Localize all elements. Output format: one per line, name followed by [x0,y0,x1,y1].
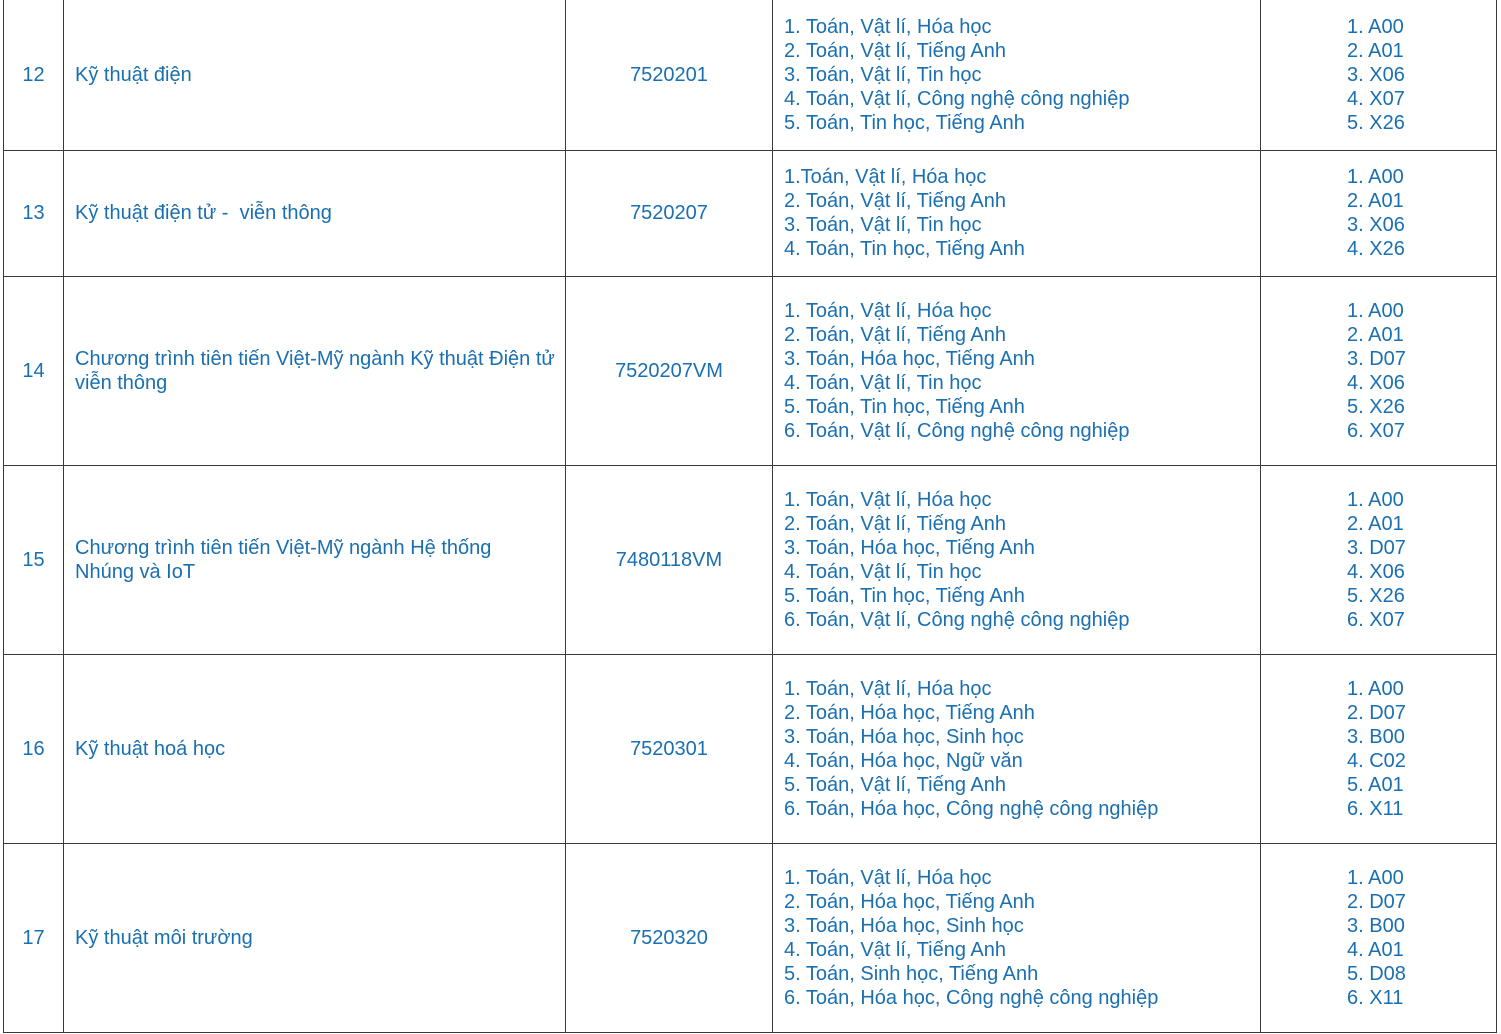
combination-line: 4. Toán, Vật lí, Tin học [784,560,982,583]
table-row [4,150,1497,276]
row-number: 17 [4,843,64,1032]
table-body [4,0,1497,1032]
combination-line: 1.Toán, Vật lí, Hóa học [784,166,987,188]
row-number: 16 [4,654,64,843]
combination-line: 4. Toán, Vật lí, Tiếng Anh [784,938,1007,961]
combination-line: 2. Toán, Vật lí, Tiếng Anh [784,323,1007,346]
combination-code: 4. X06 [1347,560,1405,583]
combination-line: 3. Toán, Hóa học, Tiếng Anh [784,347,1035,370]
combination-code: 3. X06 [1347,214,1405,236]
subject-combinations [773,276,1261,465]
combination-line: 1. Toán, Vật lí, Hóa học [784,866,992,889]
combination-line: 3. Toán, Hóa học, Sinh học [784,914,1024,937]
combination-code: 5. A01 [1347,773,1404,796]
row-number: 13 [4,150,64,276]
combination-code: 6. X11 [1347,797,1404,820]
combination-codes [1261,843,1497,1032]
combination-line: 4. Toán, Hóa học, Ngữ văn [784,749,1023,772]
combination-code: 1. A00 [1347,488,1404,511]
combination-code: 5. X26 [1347,111,1405,134]
combination-code: 3. X06 [1347,63,1405,86]
major-code: 7520320 [566,843,773,1032]
combination-line: 4. Toán, Vật lí, Công nghệ công nghiệp [784,87,1130,110]
combination-code: 4. A01 [1347,938,1404,961]
subject-combinations [773,150,1261,276]
combination-code: 4. X26 [1347,238,1405,260]
combination-code: 2. D07 [1347,701,1406,724]
combination-line: 5. Toán, Tin học, Tiếng Anh [784,584,1025,607]
combination-code: 1. A00 [1347,299,1404,322]
admission-majors-table [3,0,1497,1033]
combination-line: 6. Toán, Hóa học, Công nghệ công nghiệp [784,797,1159,820]
subject-combinations [773,465,1261,654]
combination-line: 1. Toán, Vật lí, Hóa học [784,299,992,322]
combination-codes [1261,150,1497,276]
table-row [4,0,1497,150]
combination-codes [1261,654,1497,843]
major-name: Kỹ thuật môi trường [64,843,566,1032]
combination-code: 5. X26 [1347,584,1405,607]
table-row [4,276,1497,465]
combination-code: 4. X07 [1347,87,1405,110]
table-row [4,843,1497,1032]
combination-code: 4. C02 [1347,749,1406,772]
combination-code: 2. D07 [1347,890,1406,913]
combination-code: 5. D08 [1347,962,1406,985]
combination-line: 4. Toán, Vật lí, Tin học [784,371,982,394]
combination-line: 3. Toán, Hóa học, Tiếng Anh [784,536,1035,559]
major-code: 7520207 [566,150,773,276]
combination-line: 5. Toán, Tin học, Tiếng Anh [784,395,1025,418]
combination-code: 2. A01 [1347,39,1404,62]
combination-code: 1. A00 [1347,866,1404,889]
combination-code: 3. B00 [1347,914,1405,937]
combination-code: 4. X06 [1347,371,1405,394]
combination-code: 2. A01 [1347,512,1404,535]
combination-codes [1261,276,1497,465]
combination-code: 1. A00 [1347,677,1404,700]
combination-line: 2. Toán, Vật lí, Tiếng Anh [784,190,1007,212]
row-number: 15 [4,465,64,654]
combination-code: 3. B00 [1347,725,1405,748]
combination-code: 6. X07 [1347,419,1405,442]
combination-line: 5. Toán, Vật lí, Tiếng Anh [784,773,1007,796]
row-number: 14 [4,276,64,465]
combination-line: 2. Toán, Hóa học, Tiếng Anh [784,890,1035,913]
combination-code: 6. X11 [1347,986,1404,1009]
combination-line: 2. Toán, Hóa học, Tiếng Anh [784,701,1035,724]
combination-line: 2. Toán, Vật lí, Tiếng Anh [784,39,1007,62]
combination-line: 3. Toán, Vật lí, Tin học [784,63,982,86]
major-name: Kỹ thuật điện tử - viễn thông [64,150,566,276]
combination-codes [1261,0,1497,150]
combination-line: 5. Toán, Tin học, Tiếng Anh [784,111,1025,134]
table-row [4,654,1497,843]
combination-line: 1. Toán, Vật lí, Hóa học [784,488,992,511]
table-row [4,465,1497,654]
combination-code: 2. A01 [1347,323,1404,346]
combination-line: 2. Toán, Vật lí, Tiếng Anh [784,512,1007,535]
combination-code: 1. A00 [1347,15,1404,38]
major-name: Chương trình tiên tiến Việt-Mỹ ngành Hệ thống Nhúng và IoT [64,465,566,654]
combination-code: 5. X26 [1347,395,1405,418]
combination-code: 3. D07 [1347,536,1406,559]
row-number: 12 [4,0,64,150]
combination-line: 3. Toán, Hóa học, Sinh học [784,725,1024,748]
combination-line: 1. Toán, Vật lí, Hóa học [784,15,992,38]
combination-line: 6. Toán, Hóa học, Công nghệ công nghiệp [784,986,1159,1009]
major-code: 7520201 [566,0,773,150]
major-code: 7520207VM [566,276,773,465]
subject-combinations [773,0,1261,150]
combination-line: 6. Toán, Vật lí, Công nghệ công nghiệp [784,419,1130,442]
major-code: 7520301 [566,654,773,843]
combination-code: 1. A00 [1347,166,1404,188]
combination-line: 1. Toán, Vật lí, Hóa học [784,677,992,700]
major-code: 7480118VM [566,465,773,654]
combination-line: 6. Toán, Vật lí, Công nghệ công nghiệp [784,608,1130,631]
combination-code: 3. D07 [1347,347,1406,370]
subject-combinations [773,654,1261,843]
combination-line: 4. Toán, Tin học, Tiếng Anh [784,238,1025,260]
subject-combinations [773,843,1261,1032]
major-name: Kỹ thuật hoá học [64,654,566,843]
combination-line: 3. Toán, Vật lí, Tin học [784,214,982,236]
combination-code: 6. X07 [1347,608,1405,631]
combination-code: 2. A01 [1347,190,1404,212]
combination-line: 5. Toán, Sinh học, Tiếng Anh [784,962,1039,985]
major-name: Chương trình tiên tiến Việt-Mỹ ngành Kỹ thuật Điện tử viễn thông [64,276,566,465]
combination-codes [1261,465,1497,654]
major-name: Kỹ thuật điện [64,0,566,150]
